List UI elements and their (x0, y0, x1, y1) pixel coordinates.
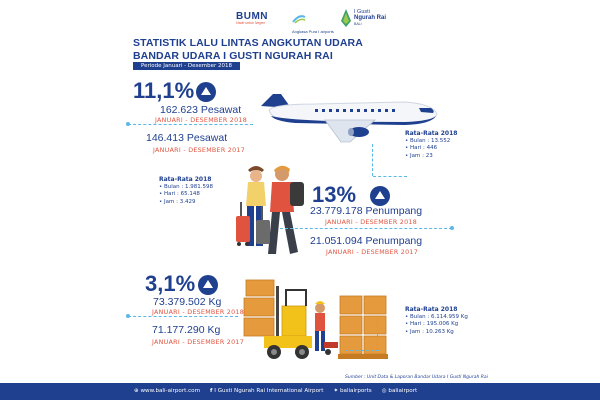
passenger-2017-period: JANUARI - DESEMBER 2017 (326, 249, 419, 256)
angkasa-pura-logo: Angkasa Pura I airports (292, 11, 334, 34)
source-note: Sumber : Unit Data & Laporan Bandar Udara I Gusti Ngurah Rai (345, 375, 488, 380)
passenger-2018-period: JANUARI - DESEMBER 2018 (325, 219, 418, 226)
cargo-2017-value: 71.177.290 Kg (152, 324, 221, 336)
cargo-2018-value: 73.379.502 Kg (153, 296, 222, 308)
aircraft-2017-value: 146.413 Pesawat (146, 132, 228, 144)
aircraft-2018-value: 162.623 Pesawat (160, 104, 242, 116)
aircraft-average: Rata-Rata 2018 • Bulan : 13.552 • Hari : 446 • Jam : 23 (405, 130, 458, 159)
cargo-growth: 3,1% (145, 271, 196, 296)
divider (373, 176, 407, 177)
facebook-icon: f (210, 388, 213, 394)
footer-instagram[interactable]: ◎ baliairport (381, 388, 418, 394)
travelers-illustration (232, 160, 312, 262)
footer-twitter[interactable]: ✦ baliairports (333, 388, 372, 394)
footer-links (134, 388, 417, 394)
passenger-2017-value: 21.051.094 Penumpang (310, 235, 423, 247)
divider (280, 228, 452, 229)
growth-up-icon (196, 82, 216, 102)
divider (128, 124, 253, 125)
page-title: STATISTIK LALU LINTAS ANGKUTAN UDARA BANDAR UDARA I GUSTI NGURAH RAI (133, 37, 363, 62)
cargo-2018-period: JANUARI - DESEMBER 2018 (149, 309, 247, 316)
twitter-icon: ✦ (333, 388, 339, 394)
aircraft-2018-period: JANUARI - DESEMBER 2018 (152, 117, 250, 124)
divider (128, 316, 238, 317)
cargo-2017-period: JANUARI - DESEMBER 2017 (152, 339, 245, 346)
aircraft-2017-period: JANUARI - DESEMBER 2017 (153, 147, 246, 154)
instagram-icon: ◎ (381, 388, 387, 394)
divider (372, 144, 373, 176)
divider-dot (126, 314, 130, 318)
ngurah-rai-logo: I Gusti Ngurah Rai BALI (354, 9, 386, 27)
logo-bar (0, 9, 600, 35)
footer-website[interactable]: ⊕ www.bali-airport.com (134, 388, 201, 394)
divider (345, 350, 379, 351)
cargo-average: Rata-Rata 2018 • Bulan : 6.114.959 Kg • Hari : 195.006 Kg • Jam : 10.263 Kg (405, 306, 468, 335)
bumn-logo: BUMN Hadir untuk Negeri (236, 11, 268, 25)
passenger-2018-value: 23.779.178 Penumpang (310, 205, 423, 217)
divider (377, 318, 378, 350)
growth-up-icon (370, 186, 390, 206)
passenger-growth: 13% (312, 182, 357, 207)
globe-icon: ⊕ (134, 388, 139, 394)
footer-bar (0, 383, 600, 400)
passenger-average: Rata-Rata 2018 • Bulan : 1.981.598 • Hari : 65.148 • Jam : 3.429 (159, 176, 213, 205)
period-badge: Periode Januari - Desember 2018 (133, 62, 240, 70)
divider-dot (450, 226, 454, 230)
divider-dot (126, 122, 130, 126)
ngurah-rai-emblem-icon (340, 9, 352, 27)
footer-facebook[interactable]: f I Gusti Ngurah Rai International Airport (210, 388, 324, 394)
ap1-swoosh-icon (292, 14, 306, 24)
growth-up-icon (198, 275, 218, 295)
aircraft-growth: 11,1% (133, 78, 195, 103)
